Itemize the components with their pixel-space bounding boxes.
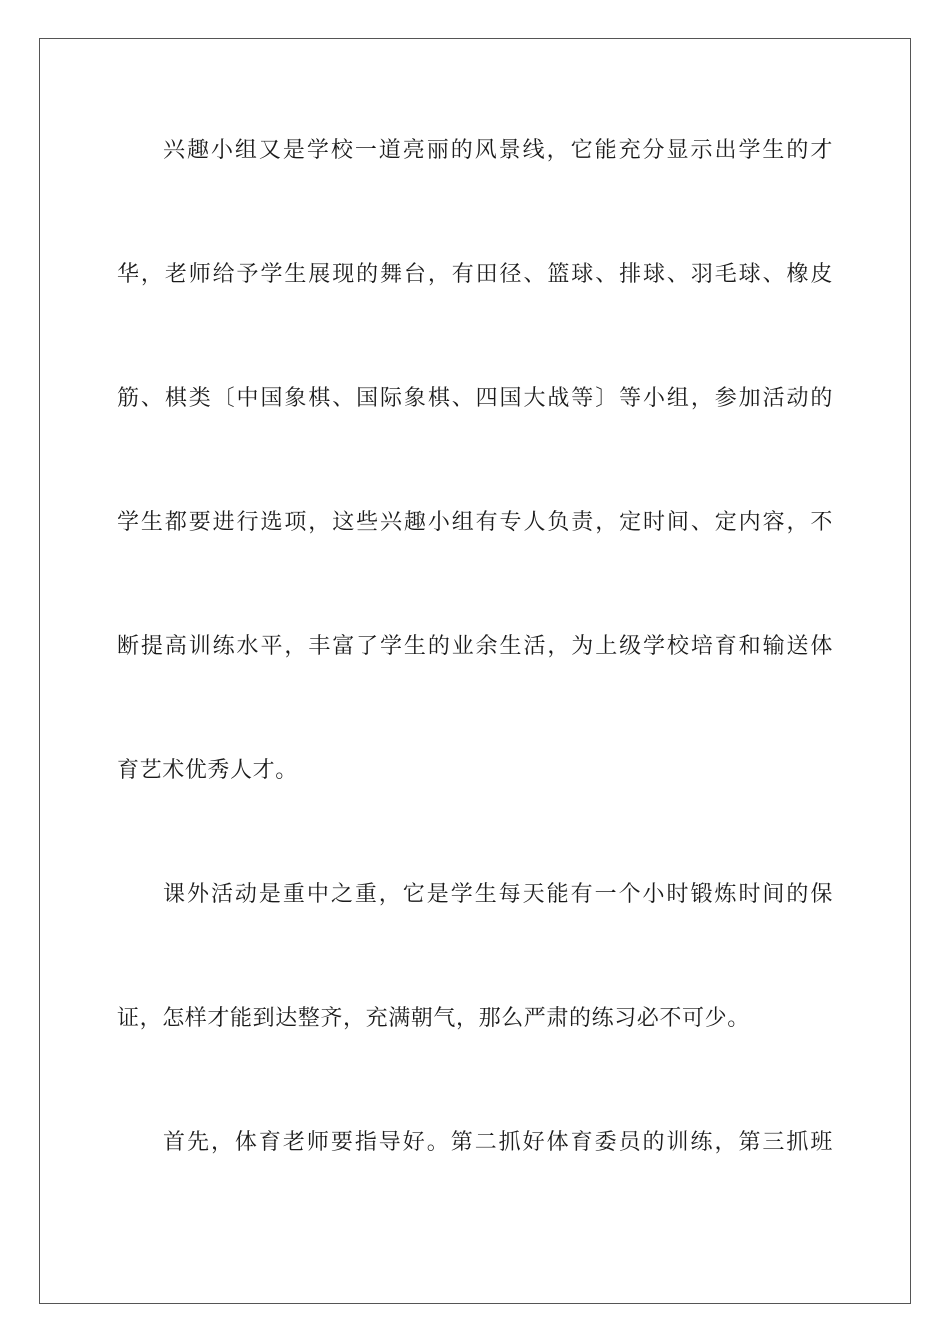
paragraph-2-line-2: 证，怎样才能到达整齐，充满朝气，那么严肃的练习必不可少。: [117, 1006, 750, 1031]
paragraph-1-line-3: 筋、棋类〔中国象棋、国际象棋、四国大战等〕等小组，参加活动的: [117, 386, 833, 411]
paragraph-2-line-1: 课外活动是重中之重，它是学生每天能有一个小时锻炼时间的保: [163, 882, 833, 907]
paragraph-1-line-6: 育艺术优秀人才。: [117, 758, 298, 783]
paragraph-1-line-5: 断提高训练水平，丰富了学生的业余生活，为上级学校培育和输送体: [117, 634, 833, 659]
paragraph-1-line-4: 学生都要进行选项，这些兴趣小组有专人负责，定时间、定内容，不: [117, 510, 833, 535]
paragraph-1-line-2: 华，老师给予学生展现的舞台，有田径、篮球、排球、羽毛球、橡皮: [117, 262, 833, 287]
page-frame: [39, 38, 911, 1304]
paragraph-1-line-1: 兴趣小组又是学校一道亮丽的风景线，它能充分显示出学生的才: [163, 138, 833, 163]
paragraph-3-line-1: 首先，体育老师要指导好。第二抓好体育委员的训练，第三抓班: [163, 1130, 833, 1155]
